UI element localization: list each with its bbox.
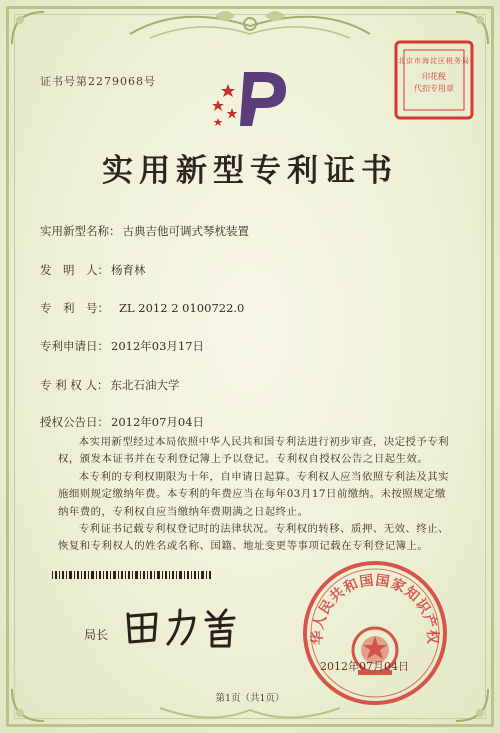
paragraph-grant: 本实用新型经过本局依照中华人民共和国专利法进行初步审查，决定授予专利权，颁发本证书并在专利登记簿上予以登记。专利权自授权公告之日起生效。 (58, 436, 450, 466)
tax-seal-stamp (392, 38, 476, 122)
field-label: 实用新型名称： (40, 224, 121, 238)
tax-seal-line-1: 印花税 (422, 72, 446, 81)
top-ornament (120, 4, 380, 44)
director-label: 局长 (84, 628, 109, 642)
field-value: 2012年03月17日 (111, 339, 205, 353)
tax-seal-line-2: 代扣专用章 (414, 84, 454, 93)
field-label: 专利申请日： (40, 339, 109, 353)
official-seal-stamp (300, 558, 450, 708)
seal-date: 2012年07月04日 (320, 660, 409, 673)
field-patentee (40, 377, 179, 393)
field-value: ZL 2012 2 0100722.0 (119, 301, 245, 315)
page-title: 实用新型专利证书 (102, 153, 398, 189)
field-label: 发 明 人： (40, 263, 109, 277)
page-number: 第1页（共1页） (215, 693, 285, 704)
certificate-number: 证书号第2279068号 (40, 75, 156, 88)
field-label: 授权公告日： (40, 415, 109, 429)
barcode-icon (52, 571, 212, 579)
field-value: 杨育林 (111, 263, 146, 277)
sipo-logo-icon (204, 66, 294, 130)
field-utility-model-name (40, 223, 249, 239)
official-seal-icon (300, 558, 450, 708)
field-patent-number (40, 300, 244, 316)
svg-text:中华人民共和国国家知识产权局: 华人民共和国国家知识产权 (309, 572, 441, 645)
tax-seal-ring-text: 北京市海淀区税务局 (398, 57, 470, 65)
certificate-body (58, 434, 456, 556)
field-label: 专 利 权 人： (40, 378, 109, 392)
field-inventor (40, 262, 146, 278)
paragraph-term: 本专利的专利权期限为十年，自申请日起算。专利权人应当依照专利法及其实施细则规定缴纳年费。本专利的年费应当在每年03月17日前缴纳。未按照规定缴纳年费的，专利权自应当缴纳年费期满之日起终止。 (58, 470, 450, 518)
paragraph-legal-status: 专利证书记载专利权登记时的法律状况。专利权的转移、质押、无效、终止、恢复和专利权人的姓名或名称、国籍、地址变更等事项记载在专利登记簿上。 (58, 523, 450, 553)
field-value: 2012年07月04日 (111, 415, 205, 429)
field-grant-date (40, 414, 204, 430)
field-application-date (40, 338, 204, 354)
corner-ornament-tl (8, 8, 48, 48)
field-value: 东北石油大学 (110, 378, 180, 392)
field-label: 专 利 号： (40, 301, 109, 315)
director-signature-icon (122, 604, 252, 650)
field-value: 古典吉他可调式琴枕装置 (122, 224, 249, 238)
